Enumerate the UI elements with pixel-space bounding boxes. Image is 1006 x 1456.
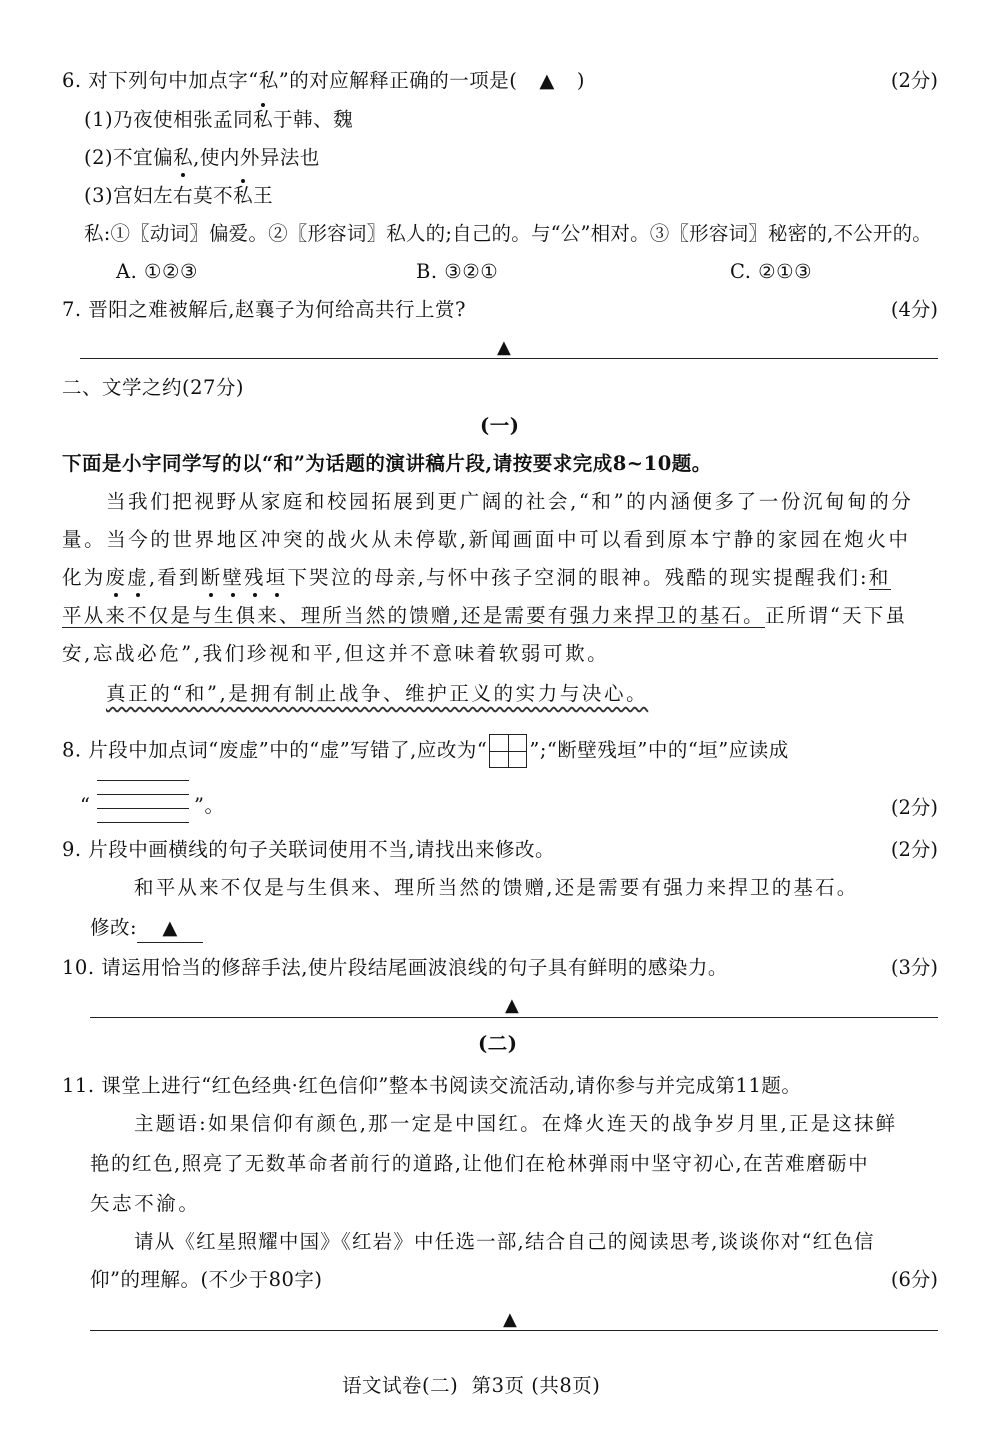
- answer-blank-marker: ▲: [539, 69, 555, 92]
- wavy-underlined-text: 真正的“和”,是拥有制止战争、维护正义的实力与决心。: [106, 682, 649, 705]
- wavy-sentence: [106, 680, 648, 708]
- q6-points: (2分): [890, 69, 938, 92]
- q6-stem: [62, 67, 585, 95]
- q7-points: (4分): [890, 298, 938, 321]
- q7-stem: 7. 晋阳之难被解后,赵襄子为何给高共行上赏?: [62, 298, 466, 321]
- q9-fix-label: 修改:: [90, 916, 138, 939]
- q9-sentence: 和平从来不仅是与生俱来、理所当然的馈赠,还是需要有强力来捍卫的基石。: [134, 876, 859, 899]
- passage-line: 安,忘战必危”,我们珍视和平,但这并不意味着软弱可欺。: [62, 642, 610, 665]
- q11-task: 请从《红星照耀中国》《红岩》中任选一部,结合自己的阅读思考,谈谈你对“红色信: [134, 1230, 875, 1253]
- passage-text: 正所谓“天下虽: [764, 604, 908, 627]
- part-heading-1: (一): [480, 414, 520, 437]
- passage-line: 当我们把视野从家庭和校园拓展到更广阔的社会,“和”的内涵便多了一份沉甸甸的分: [106, 490, 914, 513]
- character-grid-box[interactable]: [489, 734, 527, 768]
- dotted-char: 垣: [266, 564, 288, 592]
- underlined-sentence: 和: [868, 566, 891, 589]
- q6-sentence-3: [84, 182, 273, 210]
- q11-task: 仰”的理解。(不少于80字): [90, 1268, 323, 1291]
- dotted-char: 壁: [222, 564, 244, 592]
- passage-text: 下哭泣的母亲,与怀中孩子空洞的眼神。残酷的现实提醒我们:: [287, 566, 869, 589]
- q11-stem: 11. 课堂上进行“红色经典·红色信仰”整本书阅读交流活动,请你参与并完成第11题。: [62, 1074, 802, 1097]
- q8-close-quote: ”。: [194, 794, 225, 817]
- q8-open-quote: “: [80, 794, 91, 817]
- page-footer: 语文试卷(二) 第3页 (共8页): [342, 1374, 601, 1397]
- q11-theme: 矢志不渝。: [90, 1192, 201, 1215]
- q6-option-b: B. ③②①: [416, 260, 499, 283]
- answer-blank-marker: ▲: [497, 337, 511, 358]
- q10-points: (3分): [890, 956, 938, 979]
- answer-blank-marker: ▲: [505, 995, 519, 1016]
- dotted-char: 私: [233, 182, 253, 210]
- q6-sentence-1: [84, 106, 353, 134]
- dotted-char: 废: [105, 564, 127, 592]
- q6-definition: 私:①〖动词〗偏爱。②〖形容词〗私人的;自己的。与“公”相对。③〖形容词〗秘密的,不公开的。: [84, 222, 932, 245]
- passage-text: ,看到: [148, 566, 201, 589]
- q6-s1-text: (1)乃夜使相张孟同: [84, 108, 254, 131]
- q8-stem: [62, 734, 789, 768]
- dotted-char: 私: [253, 106, 273, 134]
- q6-s3-text-end: 王: [253, 184, 274, 207]
- section-heading: 二、文学之约(27分): [62, 376, 245, 399]
- q8-stem-text-end: ”;“断壁残垣”中的“垣”应读成: [529, 738, 789, 762]
- part-heading-2: (二): [478, 1032, 518, 1055]
- dotted-char: 断: [201, 564, 223, 592]
- q6-sentence-2: [84, 144, 320, 172]
- answer-line: [90, 1017, 938, 1018]
- q6-s1-text-end: 于韩、魏: [273, 108, 354, 131]
- q6-s3-text: (3)宫妇左右莫不: [84, 184, 234, 207]
- q11-theme: 主题语:如果信仰有颜色,那一定是中国红。在烽火连天的战争岁月里,正是这抹鲜: [134, 1112, 898, 1135]
- q6-option-c: C. ②①③: [730, 260, 813, 283]
- underlined-sentence: 平从来不仅是与生俱来、理所当然的馈赠,还是需要有强力来捍卫的基石。: [62, 604, 765, 627]
- q8-stem-text: 8. 片段中加点词“废虚”中的“虚”写错了,应改为“: [62, 738, 488, 762]
- passage-line: [62, 602, 907, 630]
- passage-intro: 下面是小宇同学写的以“和”为话题的演讲稿片段,请按要求完成8~10题。: [62, 452, 712, 475]
- passage-line: [62, 564, 891, 592]
- q9-points: (2分): [890, 838, 938, 861]
- q6-s2-text: (2)不宜偏: [84, 146, 174, 169]
- dotted-char: 私: [173, 144, 193, 172]
- q9-fix-blank[interactable]: ▲: [137, 914, 203, 943]
- q8-points: (2分): [890, 796, 938, 819]
- q6-stem-close: ): [576, 69, 585, 92]
- q11-points: (6分): [890, 1268, 938, 1291]
- q10-stem: 10. 请运用恰当的修辞手法,使片段结尾画波浪线的句子具有鲜明的感染力。: [62, 956, 728, 979]
- answer-line: [90, 1330, 938, 1331]
- q9-fix: [90, 914, 203, 943]
- q6-s2-text-end: ,使内外异法也: [193, 146, 320, 169]
- q9-stem: 9. 片段中画横线的句子关联词使用不当,请找出来修改。: [62, 838, 556, 861]
- pinyin-answer-lines[interactable]: [97, 780, 189, 824]
- passage-text: 化为: [62, 566, 106, 589]
- answer-blank-marker: ▲: [503, 1309, 517, 1330]
- q6-stem-text: 6. 对下列句中加点字“私”的对应解释正确的一项是(: [62, 69, 518, 92]
- q11-theme: 艳的红色,照亮了无数革命者前行的道路,让他们在枪林弹雨中坚守初心,在苦难磨砺中: [90, 1152, 870, 1175]
- q6-option-a: A. ①②③: [116, 260, 198, 283]
- answer-line: [80, 358, 938, 359]
- dotted-char: 虚: [127, 564, 149, 592]
- passage-line: 量。当今的世界地区冲突的战火从未停歇,新闻画面中可以看到原本宁静的家园在炮火中: [62, 528, 911, 551]
- dotted-char: 残: [244, 564, 266, 592]
